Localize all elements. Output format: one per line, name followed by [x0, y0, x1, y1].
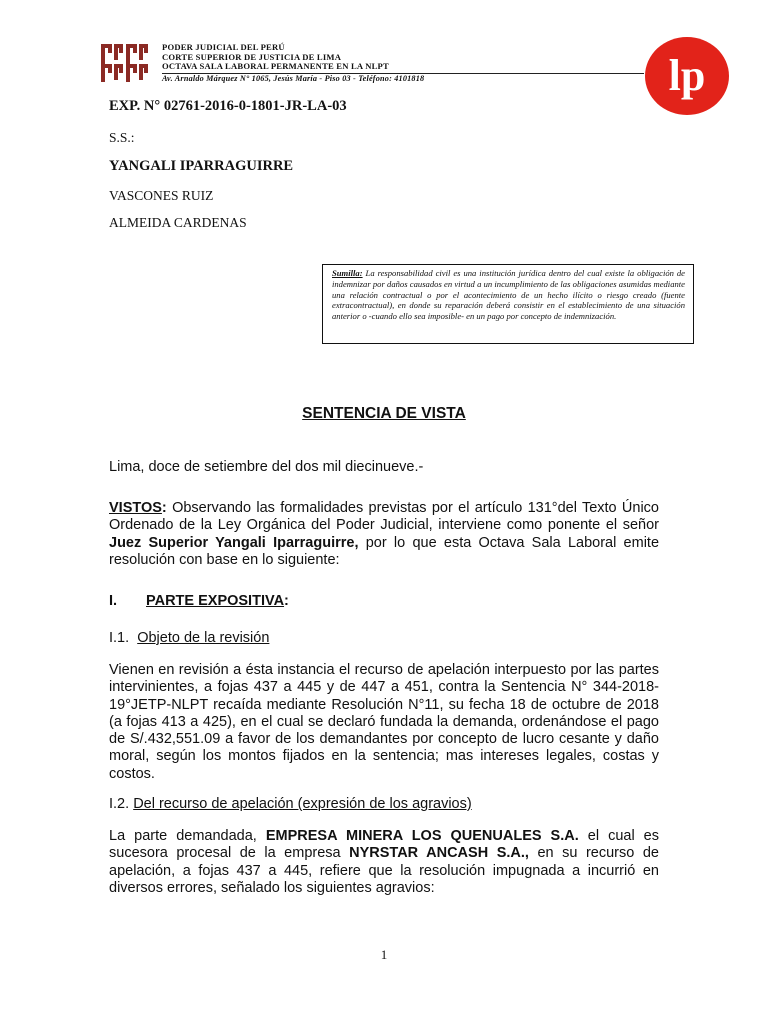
sumilla-text: La responsabilidad civil es una institución jurídica dentro del cual existe la obligación de indemnizar por daños causados en virtud a un incumplimiento de las obligaciones asumidas mediante una relación contractual o por el acontecimiento de un hecho ilícito o riesgo creado (fuente extracontractual), en donde su reparación deberá consistir en el establecimiento de una situación anterior o -cuando ello sea imposible- en un pago por concepto de indemnización. [332, 268, 685, 322]
header-line-1: PODER JUDICIAL DEL PERÚ [162, 42, 285, 52]
subsection-label: Del recurso de apelación (expresión de los agravios) [133, 796, 472, 812]
document-title: SENTENCIA DE VISTA [302, 405, 466, 422]
vistos-text-a: Observando las formalidades previstas por el artículo 131°del Texto Único Ordenado de la Ley Orgánica del Poder Judicial, interviene como ponente el señor [109, 500, 659, 534]
vistos-judge: Juez Superior Yangali Iparraguirre, [109, 534, 359, 551]
judge-name: ALMEIDA CARDENAS [109, 215, 247, 230]
header-rule [162, 73, 644, 74]
vistos-colon: : [161, 500, 167, 516]
subsection-heading [109, 796, 659, 813]
case-number: EXP. N° 02761-2016-0-1801-JR-LA-03 [109, 98, 347, 114]
section-colon: : [284, 593, 289, 609]
sumilla-label: Sumilla: [332, 268, 363, 278]
header-address: Av. Arnaldo Márquez N° 1065, Jesús María - Piso 03 - Teléfono: 4101818 [162, 73, 425, 83]
section-label: PARTE EXPOSITIVA [146, 593, 285, 609]
para2-text-b: el cual es sucesora procesal de la empresa [109, 828, 659, 862]
section-heading [109, 593, 659, 610]
lp-logo-text: lp [668, 51, 706, 100]
subsection-label: Objeto de la revisión [137, 630, 270, 646]
poder-judicial-logo [99, 42, 151, 84]
vistos-label: VISTOS [109, 500, 162, 516]
lp-logo [644, 36, 730, 116]
para2-text-a: La parte demandada, [109, 828, 266, 844]
party-name: EMPRESA MINERA LOS QUENUALES S.A. [265, 828, 579, 844]
ss-label: S.S.: [109, 130, 135, 145]
court-header [162, 43, 424, 83]
judge-name: YANGALI IPARRAGUIRRE [109, 158, 294, 174]
subsection-number: I.2. [109, 796, 134, 812]
header-line-3: OCTAVA SALA LABORAL PERMANENTE EN LA NLPT [162, 61, 389, 72]
sumilla-box [322, 264, 694, 344]
party-name: NYRSTAR ANCASH S.A., [349, 845, 529, 862]
vistos-text-b: por lo que esta Octava Sala Laboral emite resolución con base en lo siguiente: [109, 534, 660, 568]
date-line: Lima, doce de setiembre del dos mil diecinueve.- [109, 459, 424, 475]
paragraph-objeto: Vienen en revisión a ésta instancia el recurso de apelación interpuesto por las partes intervinientes, a fojas 437 a 445 y de 447 a 451, contra la Sentencia N° 344-2018-19°JETP-NLPT recaída mediante Resolución N°11, su fecha 18 de octubre de 2018 (a fojas 413 a 425), en el cual se declaró fundada la demanda, ordenándose el pago de S/.432,551.09 a favor de los demandantes por concepto de lucro cesante y daño moral, según los montos fijados en la sentencia; mas intereses legales, costas y costos. [109, 662, 659, 782]
subsection-heading [109, 630, 659, 647]
judge-name: VASCONES RUIZ [109, 188, 214, 203]
subsection-number: I.1. [109, 630, 138, 646]
section-number: I. [109, 593, 118, 609]
vistos-paragraph [109, 500, 659, 569]
paragraph-apelacion [109, 828, 659, 897]
header-line-2: CORTE SUPERIOR DE JUSTICIA DE LIMA [162, 51, 342, 62]
page-number: 1 [380, 947, 388, 962]
para2-text-c: en su recurso de apelación, a fojas 437 a 445, refiere que la resolución impugnada a incurrió en diversos errores, señalado los siguientes agravios: [109, 845, 659, 896]
